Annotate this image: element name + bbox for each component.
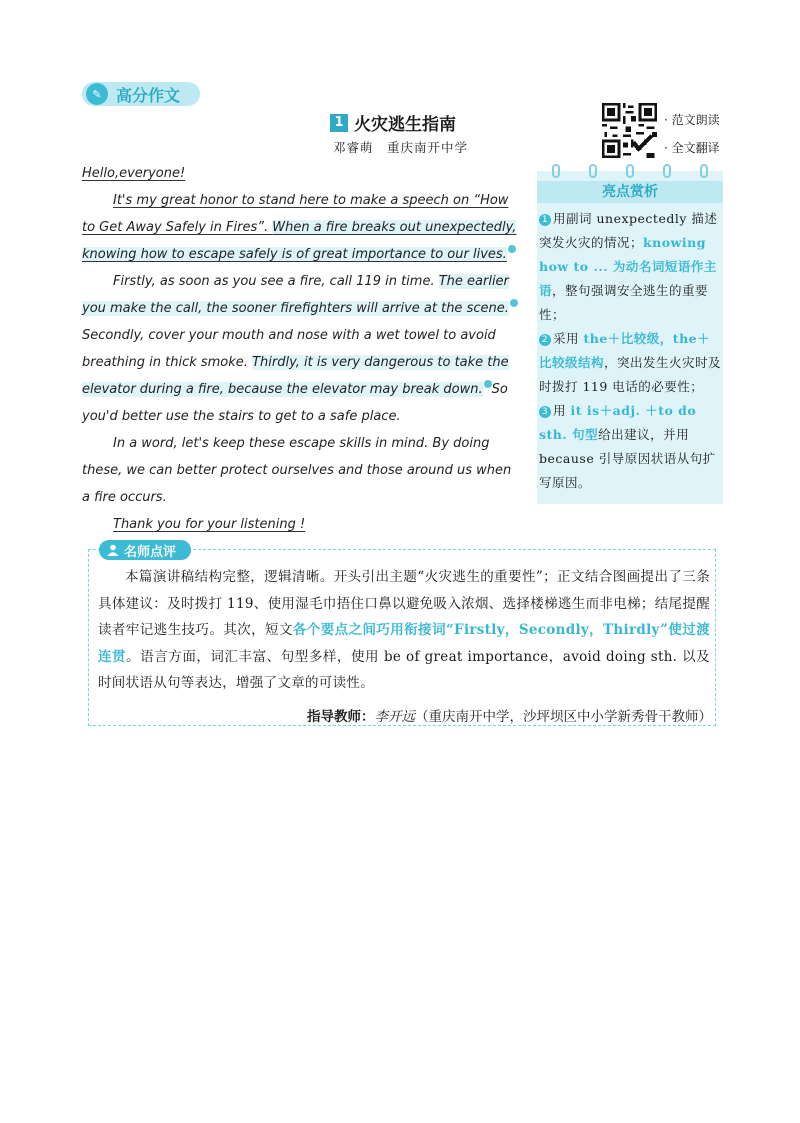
person-icon [107,544,119,556]
highlight-item-1: 1 用副词 unexpectedly 描述突发火灾的情况；knowing how to ... 为动名词短语作主语，整句强调安全逃生的重要性； [539,211,718,322]
qr-code-icon[interactable] [602,103,657,158]
sidebar-title: 亮点赏析 [537,181,723,203]
comment-tag [99,540,191,560]
article-number: 1 [330,114,348,132]
qr-label-read[interactable]: · 范文朗读 [664,113,720,127]
section-tag [82,82,200,106]
note-marker-1 [508,245,516,253]
note-marker-3 [484,380,492,388]
highlights-sidebar [537,171,723,504]
essay-body [82,160,520,538]
teacher-credit: 指导教师：李开远（重庆南开中学，沙坪坝区中小学新秀骨干教师） [307,709,712,725]
highlight-item-3: 3 用 it is＋adj. ＋to do sth. 句型给出建议，并用 because 引导原因状语从句扩写原因。 [539,403,716,490]
essay-paragraph-2: Firstly, as soon as you see a fire, call 119 in time. The earlier you make the call, the sooner firefighters will arrive at the scene.Secondly, cover your mouth and nose with a wet towel to avoid breathing in thick smoke. Thirdly, it is very dangerous to take the elevator during a fire, because the elevator may break down. So you'd better use the stairs to get to a safe place. [82,268,520,430]
qr-labels [664,106,720,162]
article-title: 火灾逃生指南 [354,115,456,135]
comment-text: 本篇演讲稿结构完整，逻辑清晰。开头引出主题“火灾逃生的重要性”；正文结合图画提出了三条具体建议：及时拨打 119、使用湿毛巾捂住口鼻以避免吸入浓烟、选择楼梯逃生而非电梯；结尾提醒读者牢记逃生技巧。其次，短文各个要点之间巧用衔接词“Firstly，Secondly，Thirdly”使过渡连贯。语言方面，词汇丰富、句型多样，使用 be of great importance，avoid doing sth. 以及时间状语从句等表达，增强了文章的可读性。 [98,569,710,691]
article-title-block [330,110,456,135]
binder-rings [537,164,723,178]
pen-icon: ✎ [86,83,108,105]
essay-paragraph-1: It's my great honor to stand here to make a speech on “How to Get Away Safely in Fires”. When a fire breaks out unexpectedly, knowing how to escape safely is of great importance to our lives. [82,193,517,262]
section-tag-label: 高分作文 [116,85,181,105]
essay-paragraph-3: In a word, let's keep these escape skills in mind. By doing these, we can better protect ourselves and those around us when a fire occurs. [82,436,512,505]
highlight-item-2: 2 采用 the＋比较级，the＋比较级结构，突出发生火灾时及时拨打 119 电话的必要性； [539,331,722,394]
essay-greeting: Hello,everyone! [82,166,186,181]
comment-tag-label: 名师点评 [124,544,177,560]
article-author: 邓睿萌 重庆南开中学 [333,140,469,155]
note-marker-2 [510,299,518,307]
qr-label-translate[interactable]: · 全文翻译 [664,141,720,155]
essay-closing: Thank you for your listening ! [113,517,306,532]
